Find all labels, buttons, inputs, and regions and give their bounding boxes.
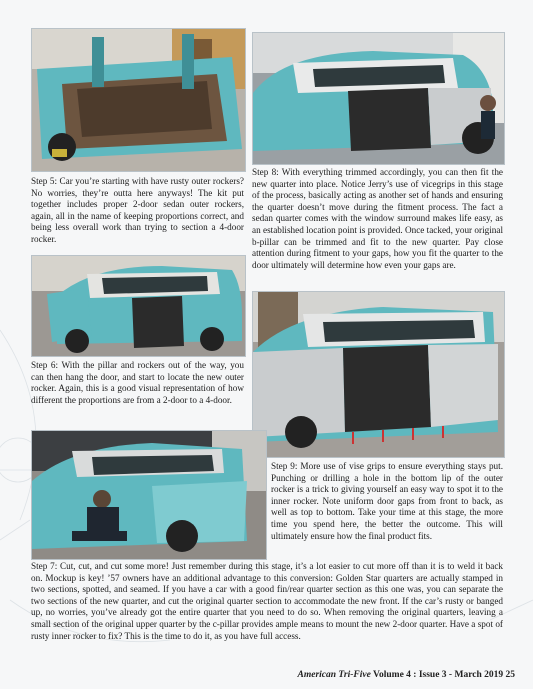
step6-photo bbox=[31, 255, 246, 357]
step5-photo bbox=[31, 28, 246, 172]
step8-caption: Step 8: With everything trimmed accordingly, you can then fit the new quarter into place. Notice Jerry’s use of vicegrips in this stage of the process, basically acting as another set of hands and ensuring the quarter doesn’t move during the fitment process. The fact a sedan quarter comes with the window surround makes life easy, as an established location point is provided. Once tacked, your original b-pillar can be trimmed and fit to the new quarter. Pay close attention during fitment to your gaps, how you fit the quarter to the door ultimately will determine how even your gaps are. bbox=[252, 167, 503, 270]
footer-issue: Volume 4 : Issue 3 - March 2019 bbox=[373, 670, 504, 680]
step9-caption: Step 9: More use of vise grips to ensure everything stays put. Punching or drilling a hole in the bottom lip of the outer rocker is a trick to giving yourself an easy way to spot it to the inner rocker. Note uniform door gaps from front to back, as well as top to bottom. Take your time at this stage, the more time you spend here, the better the outcome. This will ultimately ensure how the final product fits. bbox=[271, 461, 503, 541]
step9-photo bbox=[252, 291, 505, 458]
step5-caption: Step 5: Car you’re starting with have rusty outer rockers? No worries, they’re outta here anyways! The kit put together includes proper 2-door sedan outer rockers, again, all in the name of keeping proportions correct, and being less overall work than trying to section a 4-door rocker. bbox=[31, 176, 244, 244]
step6-caption: Step 6: With the pillar and rockers out of the way, you can then hang the door, and start to locate the new outer rocker. Again, this is a good visual representation of how different the proportions are from a 2-door to a 4-door. bbox=[31, 360, 244, 405]
page-footer bbox=[298, 670, 515, 680]
step8-photo bbox=[252, 32, 505, 165]
footer-magazine-name: American Tri-Five bbox=[297, 670, 371, 680]
footer-page-number: 25 bbox=[505, 670, 515, 680]
step7-caption: Step 7: Cut, cut, and cut some more! Just remember during this stage, it’s a lot easier to cut more off than it is to weld it back on. Mockup is key! ’57 owners have an additional advantage to this conversion: Golden Star quarters are actually stamped in two sections, spotted, and seamed. If you have a car with a good fin/rear quarter section as this one was, you can separate the two sections of the new quarter, and cut the original quarter section to accommodate the new front. If the car’s rusty or banged up, no worries, you’ve already got the entire quarter that you need to do so. When removing the original quarters, leaving a small section of the original upper quarter by the c-pillar provides ample means to mount the new 2-door quarter. Have a spot of rusty inner rocker to fix? This is the time to do it, as you have full access. bbox=[31, 561, 503, 641]
step7-photo bbox=[31, 430, 267, 560]
